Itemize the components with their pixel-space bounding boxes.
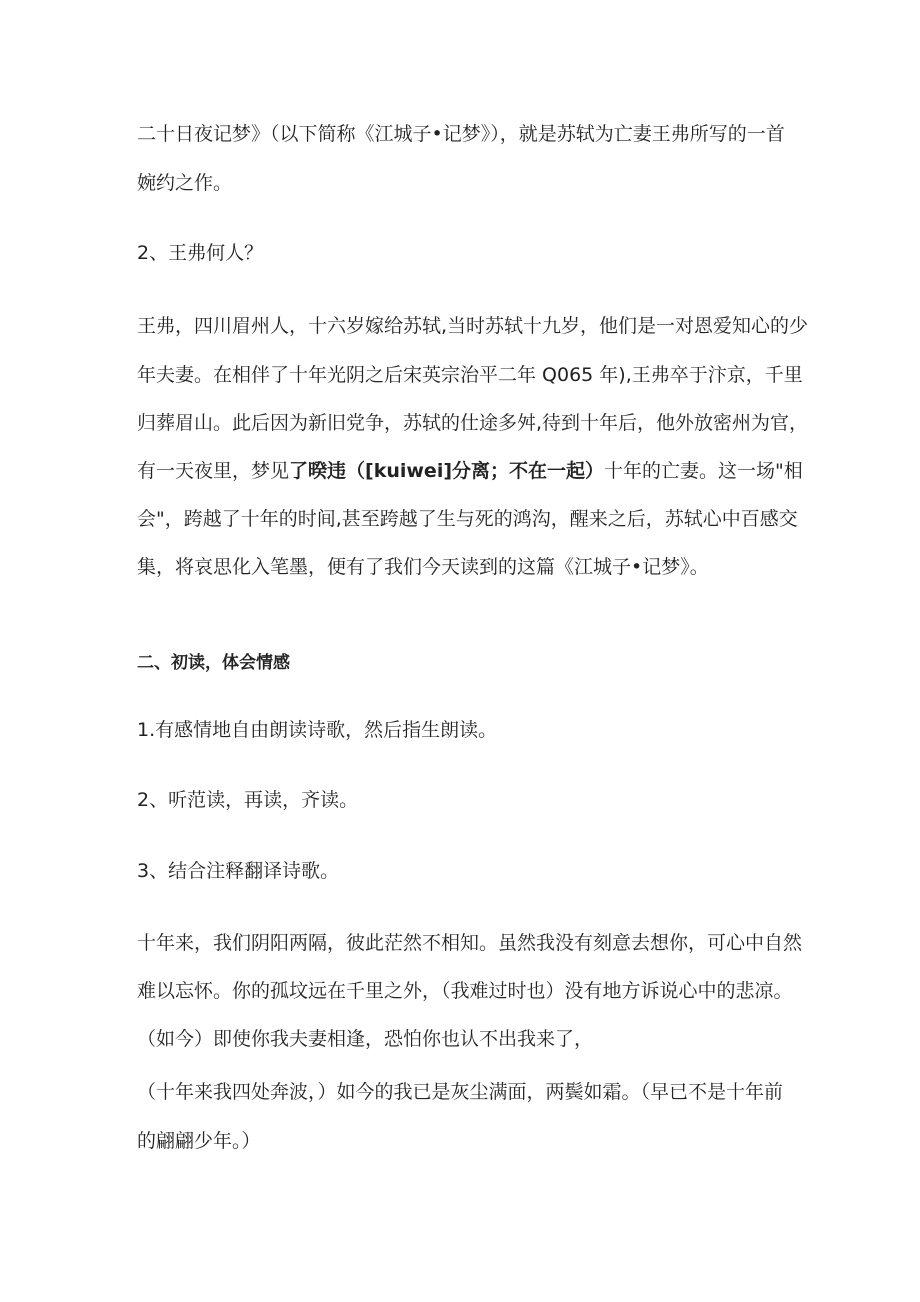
bio-line-2: 年夫妻。在相伴了十年光阴之后宋英宗治平二年 Q065 年),王弗卒于汴京，千里 bbox=[137, 364, 803, 386]
translation-line-4: （十年来我四处奔波，）如今的我已是灰尘满面，两鬓如霜。（早已不是十年前 bbox=[137, 1081, 784, 1103]
bio-line-4-post: 十年的亡妻。这一场"相 bbox=[604, 460, 803, 482]
translation-line-1: 十年来，我们阴阳两隔，彼此茫然不相知。虽然我没有刻意去想你，可心中自然 bbox=[137, 932, 803, 954]
section-2-item-3: 3、结合注释翻译诗歌。 bbox=[137, 860, 340, 882]
intro-line-2: 婉约之作。 bbox=[137, 172, 233, 194]
bio-line-4 bbox=[137, 458, 803, 484]
bio-line-4-pre: 有一天夜里，梦见 bbox=[137, 460, 290, 482]
translation-line-5: 的翩翩少年。） bbox=[137, 1130, 261, 1152]
bio-line-3: 归葬眉山。此后因为新旧党争，苏轼的仕途多舛,待到十年后，他外放密州为官， bbox=[137, 412, 809, 434]
translation-line-2: 难以忘怀。你的孤坟远在千里之外，（我难过时也）没有地方诉说心中的悲凉。 bbox=[137, 980, 793, 1002]
bio-line-6: 集，将哀思化入笔墨，便有了我们今天读到的这篇《江城子•记梦》。 bbox=[137, 556, 709, 578]
section-2-item-2: 2、听范读，再读，齐读。 bbox=[137, 789, 359, 811]
bio-line-1: 王弗，四川眉州人，十六岁嫁给苏轼,当时苏轼十九岁，他们是一对恩爱知心的少 bbox=[137, 315, 809, 337]
section-2-heading: 二、初读，体会情感 bbox=[137, 653, 290, 673]
section-2-item-1: 1.有感情地自由朗读诗歌，然后指生朗读。 bbox=[137, 719, 498, 741]
bio-line-5: 会"，跨越了十年的时间,甚至跨越了生与死的鸿沟，醒来之后，苏轼心中百感交 bbox=[137, 508, 798, 530]
bio-line-4-bold: 了暌违（[kuiwei]分离；不在一起） bbox=[289, 460, 605, 482]
intro-line-1: 二十日夜记梦》（以下简称《江城子•记梦》），就是苏轼为亡妻王弗所写的一首 bbox=[137, 123, 785, 145]
translation-line-3: （如今）即使你我夫妻相逢，恐怕你也认不出我来了， bbox=[137, 1028, 594, 1050]
question-2-heading: 2、王弗何人？ bbox=[137, 242, 264, 264]
